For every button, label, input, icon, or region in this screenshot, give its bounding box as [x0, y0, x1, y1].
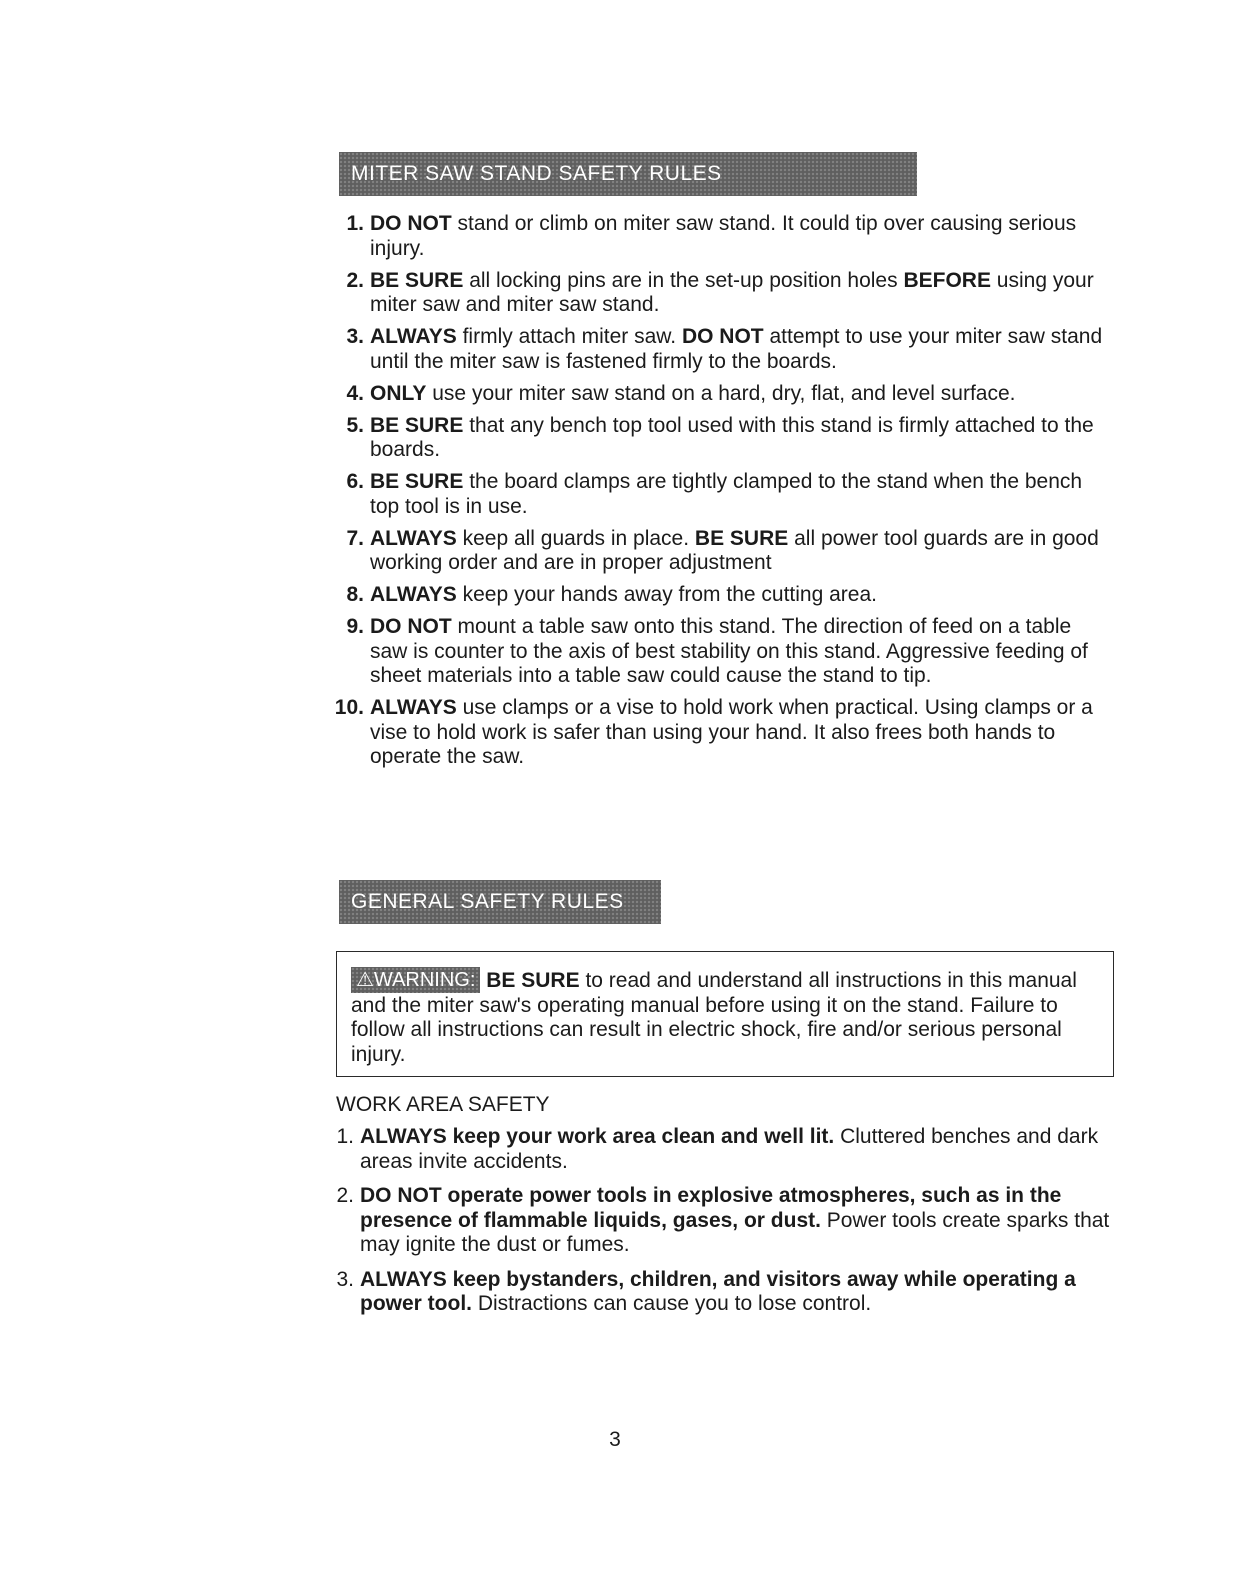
miter-rules-list: [330, 212, 1110, 777]
list-item: [330, 1268, 1110, 1317]
rule-number: 8.: [346, 583, 364, 606]
miter-saw-stand-safety-banner: MITER SAW STAND SAFETY RULES: [339, 152, 917, 196]
rule-keyword: ALWAYS: [370, 583, 457, 606]
rule-text: attempt to use your miter saw stand until the miter saw is fastened firmly to the boards.: [370, 325, 1103, 373]
rule-text: Cluttered benches and dark areas invite accidents.: [360, 1125, 1099, 1173]
work-area-rules-list: [330, 1125, 1110, 1327]
list-item: [330, 325, 1110, 374]
rule-number: 1.: [336, 1125, 354, 1148]
rule-text: Distractions can cause you to lose control.: [472, 1292, 872, 1315]
rule-number: 5.: [346, 413, 364, 437]
rule-keyword: BE SURE: [370, 470, 464, 493]
rule-keyword: ALWAYS: [370, 526, 457, 550]
rule-text: use clamps or a vise to hold work when practical. Using clamps or a vise to hold work is safer than using your hand. It also frees both hands to operate the saw.: [370, 696, 1093, 768]
warning-badge: ⚠WARNING:: [351, 967, 480, 993]
rule-keyword: BE SURE: [370, 413, 464, 437]
rule-keyword: BE SURE: [370, 268, 464, 292]
rule-text: stand or climb on miter saw stand. It could tip over causing serious injury.: [370, 212, 1077, 260]
rule-number: 4.: [346, 381, 364, 405]
general-safety-banner: GENERAL SAFETY RULES: [339, 880, 661, 924]
warning-box: [336, 951, 1114, 1077]
list-item: [330, 1125, 1110, 1174]
list-item: [330, 615, 1110, 689]
rule-text: that any bench top tool used with this stand is firmly attached to the boards.: [370, 413, 1094, 461]
work-area-heading: WORK AREA SAFETY: [336, 1093, 550, 1116]
rule-text: use your miter saw stand on a hard, dry, flat, and level surface.: [426, 381, 1016, 405]
rule-keyword: DO NOT: [370, 615, 452, 638]
rule-text: all locking pins are in the set-up position holes: [463, 268, 904, 292]
rule-number: 9.: [346, 615, 364, 638]
rule-keyword: DO NOT: [681, 325, 764, 348]
rule-text: Power tools create sparks that may ignite the dust or fumes.: [360, 1208, 1110, 1256]
warning-text: to read and understand all instructions in this manual and the miter saw's operating manual before using it on the stand. Failure to follow all instructions can result in electric shock, fire and/or serious personal injury.: [351, 969, 1077, 1066]
rule-number: 2.: [336, 1184, 354, 1207]
rule-number: 10.: [334, 696, 364, 719]
rule-number: 2.: [346, 268, 364, 292]
rule-bold-text: ALWAYS keep bystanders, children, and visitors away while operating a power tool.: [360, 1267, 1076, 1315]
rule-bold-text: ALWAYS keep your work area clean and well lit.: [360, 1125, 835, 1148]
warning-keyword: BE SURE: [486, 969, 580, 992]
rule-text: mount a table saw onto this stand. The direction of feed on a table saw is counter to the axis of best stability on this stand. Aggressive feeding of sheet materials into a table saw could cause the stand to tip.: [370, 615, 1088, 687]
rule-keyword: ALWAYS: [370, 325, 457, 348]
rule-number: 6.: [346, 470, 364, 493]
rule-bold-text: DO NOT operate power tools in explosive atmospheres, such as in the presence of flammable liquids, gases, or dust.: [360, 1184, 1062, 1232]
rule-text: keep your hands away from the cutting area.: [456, 583, 877, 606]
rule-number: 3.: [346, 325, 364, 348]
rule-text: keep all guards in place.: [456, 526, 695, 550]
rule-text: all power tool guards are in good working order and are in proper adjustment: [370, 526, 1099, 574]
rule-number: 7.: [346, 526, 364, 550]
list-item: [330, 269, 1110, 318]
rule-text: firmly attach miter saw.: [456, 325, 682, 348]
list-item: [330, 1184, 1110, 1258]
rule-keyword: BEFORE: [903, 268, 991, 292]
list-item: [330, 414, 1110, 463]
page-number: 3: [609, 1428, 621, 1451]
rule-number: 3.: [336, 1267, 354, 1291]
list-item: [330, 212, 1110, 261]
rule-keyword: BE SURE: [694, 526, 789, 550]
rule-text: using your miter saw and miter saw stand.: [370, 268, 1094, 316]
list-item: [330, 583, 1110, 608]
rule-keyword: DO NOT: [370, 212, 452, 235]
rule-number: 1.: [346, 212, 364, 235]
list-item: [330, 470, 1110, 519]
list-item: [330, 696, 1110, 770]
list-item: [330, 382, 1110, 407]
rule-keyword: ALWAYS: [370, 696, 457, 719]
rule-keyword: ONLY: [370, 381, 427, 405]
list-item: [330, 527, 1110, 576]
rule-text: the board clamps are tightly clamped to the stand when the bench top tool is in use.: [370, 470, 1083, 518]
